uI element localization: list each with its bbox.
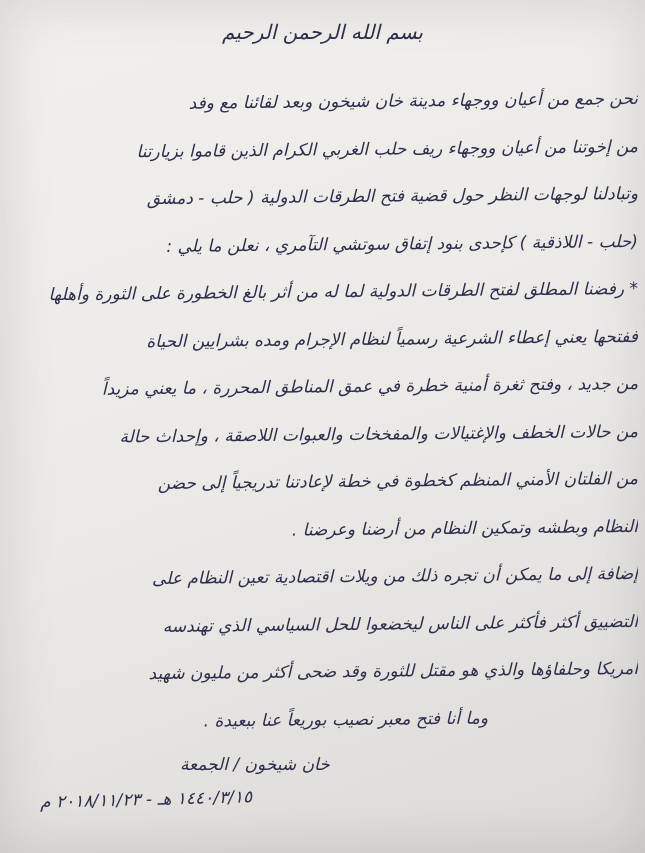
body-line: وتبادلنا لوجهات النظر حول قضية فتح الطرقات الدولية ( حلب - دمشق xyxy=(146,184,639,210)
body-line: من الفلتان الأمني المنظم كخطوة في خطة لإعادتنا تدريجياً إلى حضن xyxy=(157,469,639,495)
body-line: من جديد ، وفتح ثغرة أمنية خطرة في عمق المناطق المحررة ، ما يعني مزيداً xyxy=(101,374,639,400)
body-line: وما أنا فتح معبر نصيب بوريعاً عنا ببعيدة . xyxy=(203,708,489,732)
body-line: نحن جمع من أعيان ووجهاء مدينة خان شيخون وبعد لقائنا مع وفد xyxy=(188,89,639,114)
body-line: ففتحها يعني إعطاء الشرعية رسمياً لنظام الإجرام ومده بشرايين الحياة xyxy=(146,326,639,352)
body-line: من إخوتنا من أعيان ووجهاء ريف حلب الغربي الكرام الذين قاموا بزيارتنا xyxy=(136,136,639,162)
body-line: من حالات الخطف والإغتيالات والمفخخات والعبوات اللاصقة ، وإحداث حالة xyxy=(119,421,639,447)
body-line: إضافة إلى ما يمكن أن تجره ذلك من ويلات اقتصادية تعين النظام على xyxy=(151,564,639,590)
letter-date: ١٤٤٠/٣/١٥ هـ - ٢٠١٨/١١/٢٣ م xyxy=(39,787,253,813)
body-line: التضييق أكثر فأكثر على الناس ليخضعوا للحل السياسي الذي تهندسه xyxy=(162,611,639,637)
basmala-heading: بسم الله الرحمن الرحيم xyxy=(221,20,423,44)
body-line: النظام وبطشه وتمكين النظام من أرضنا وعرضنا . xyxy=(291,516,639,541)
body-line: * رفضنا المطلق لفتح الطرقات الدولية لما له من أثر بالغ الخطورة على الثورة وأهلها xyxy=(48,279,639,306)
place-signature: خان شيخون / الجمعة xyxy=(180,755,330,775)
body-line: أمريكا وحلفاؤها والذي هو مقتل للثورة وقد ضحى أكثر من مليون شهيد xyxy=(148,659,639,685)
body-line: (حلب - اللاذقية ) كإحدى بنود إتفاق سوتشي التآمري ، نعلن ما يلي : xyxy=(166,231,639,257)
letter-body xyxy=(12,76,638,741)
